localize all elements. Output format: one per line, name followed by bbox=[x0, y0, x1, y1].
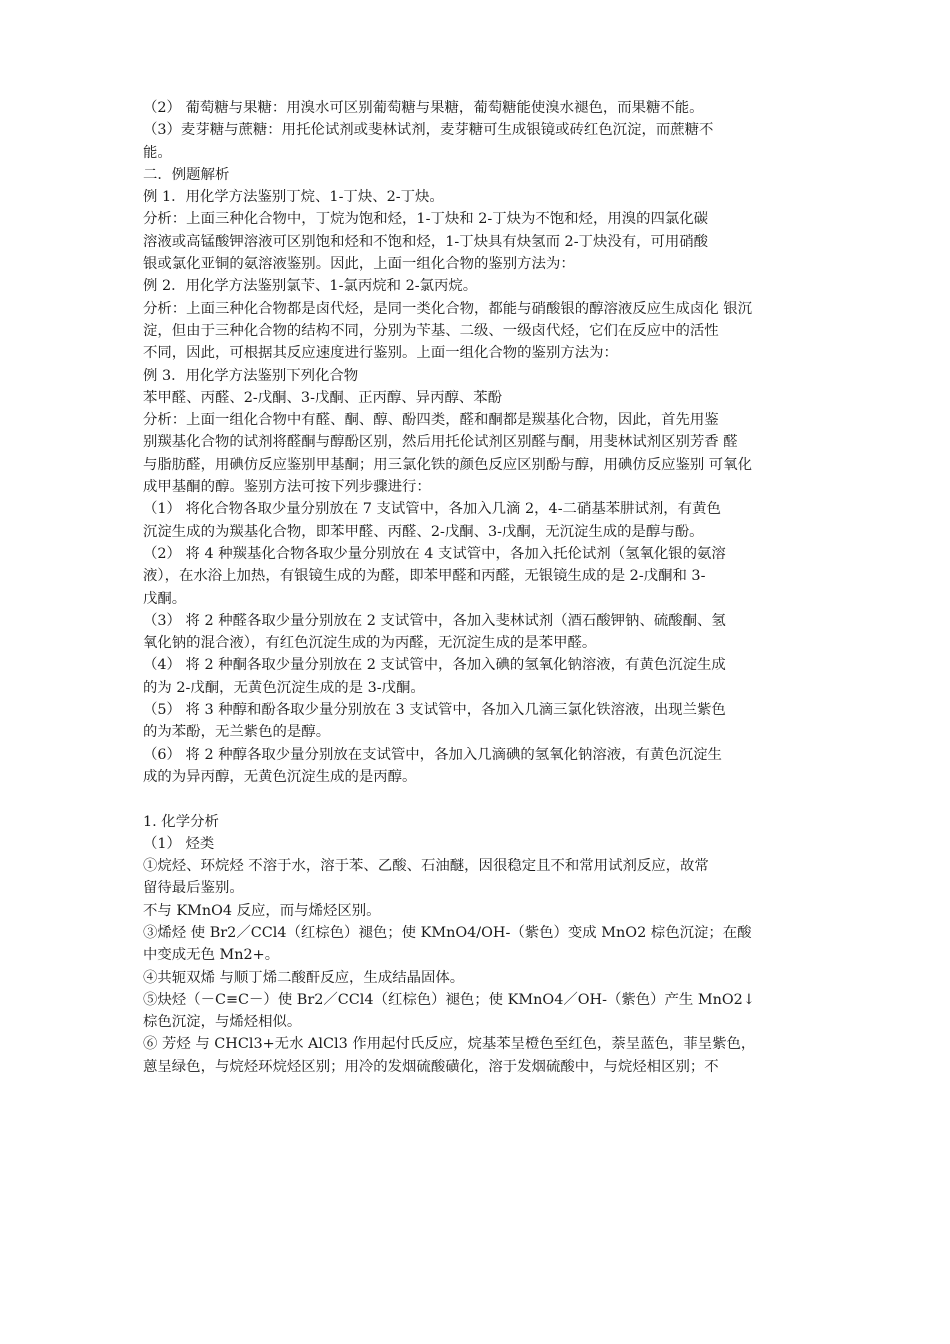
blank-line bbox=[143, 788, 815, 810]
text-line: 分析：上面三种化合物中，丁烷为饱和烃，1-丁炔和 2-丁炔为不饱和烃，用溴的四氯化碳 bbox=[143, 211, 709, 228]
text-line: ⑥ 芳烃 与 CHCl3+无水 AlCl3 作用起付氏反应，烷基苯呈橙色至红色，萘呈蓝色，菲呈紫色， bbox=[143, 1036, 756, 1053]
text-line: （6） 将 2 种醇各取少量分别放在支试管中，各加入几滴碘的氢氧化钠溶液，有黄色沉淀生 bbox=[143, 746, 722, 763]
text-line: 成甲基酮的醇。鉴别方法可按下列步骤进行： bbox=[143, 479, 431, 496]
text-line: 沉淀生成的为羰基化合物，即苯甲醛、丙醛、2-戊酮、3-戊酮，无沉淀生成的是醇与酚。 bbox=[143, 523, 704, 540]
text-line: 棕色沉淀，与烯烃相似。 bbox=[143, 1014, 302, 1031]
text-line: 例 3．用化学方法鉴别下列化合物 bbox=[143, 367, 359, 384]
text-line: 的为 2-戊酮，无黄色沉淀生成的是 3-戊酮。 bbox=[143, 679, 425, 696]
text-line: 氧化钠的混合液），有红色沉淀生成的为丙醛，无沉淀生成的是苯甲醛。 bbox=[143, 635, 597, 652]
text-line: 苯甲醛、丙醛、2-戊酮、3-戊酮、正丙醇、异丙醇、苯酚 bbox=[143, 389, 503, 406]
text-line: 例 2．用化学方法鉴别氯苄、1-氯丙烷和 2-氯丙烷。 bbox=[143, 278, 478, 295]
text-line: 蒽呈绿色，与烷烃环烷烃区别；用冷的发烟硫酸磺化，溶于发烟硫酸中，与烷烃相区别；不 bbox=[143, 1058, 719, 1075]
text-line: 的为苯酚，无兰紫色的是醇。 bbox=[143, 724, 331, 741]
text-line: （3） 将 2 种醛各取少量分别放在 2 支试管中，各加入斐林试剂（酒石酸钾钠、硫酸酮、氢 bbox=[143, 612, 726, 629]
text-line: 留待最后鉴别。 bbox=[143, 880, 244, 897]
text-line: 银或氯化亚铜的氨溶液鉴别。因此，上面一组化合物的鉴别方法为： bbox=[143, 256, 575, 273]
text-line: （2） 葡萄糖与果糖：用溴水可区别葡萄糖与果糖，葡萄糖能使溴水褪色，而果糖不能。 bbox=[143, 100, 704, 116]
text-line: （4） 将 2 种酮各取少量分别放在 2 支试管中，各加入碘的氢氧化钠溶液，有黄色沉淀生成 bbox=[143, 657, 726, 674]
text-line: 液），在水浴上加热，有银镜生成的为醛，即苯甲醛和丙醛，无银镜生成的是 2-戊酮和 3- bbox=[143, 568, 706, 585]
text-line: 分析：上面一组化合物中有醛、酮、醇、酚四类，醛和酮都是羰基化合物，因此，首先用鉴 bbox=[143, 412, 719, 429]
text-line: （1） 烃类 bbox=[143, 835, 215, 852]
text-line: 戊酮。 bbox=[143, 590, 187, 607]
text-line: 溶液或高锰酸钾溶液可区别饱和烃和不饱和烃，1-丁炔具有炔氢而 2-丁炔没有，可用硝酸 bbox=[143, 233, 709, 250]
text-line: 与脂肪醛，用碘仿反应鉴别甲基酮；用三氯化铁的颜色反应区别酚与醇，用碘仿反应鉴别 可氧化 bbox=[143, 456, 752, 473]
text-line: 1. 化学分析 bbox=[143, 813, 219, 830]
text-line: 二．例题解析 bbox=[143, 166, 230, 183]
text-line: 分析：上面三种化合物都是卤代烃，是同一类化合物，都能与硝酸银的醇溶液反应生成卤化 银沉 bbox=[143, 300, 752, 317]
text-line: ①烷烃、环烷烃 不溶于水，溶于苯、乙酸、石油醚，因很稳定且不和常用试剂反应，故常 bbox=[143, 858, 709, 875]
text-line: 别羰基化合物的试剂将醛酮与醇酚区别，然后用托伦试剂区别醛与酮，用斐林试剂区别芳香 醛 bbox=[143, 434, 738, 451]
text-line: （1） 将化合物各取少量分别放在 7 支试管中，各加入几滴 2，4-二硝基苯肼试剂，有黄色 bbox=[143, 501, 721, 518]
text-line: 淀，但由于三种化合物的结构不同，分别为苄基、二级、一级卤代烃，它们在反应中的活性 bbox=[143, 322, 719, 339]
text-line: ③烯烃 使 Br2／CCl4（红棕色）褪色；使 KMnO4/OH-（紫色）变成 MnO2 棕色沉淀；在酸 bbox=[143, 924, 752, 941]
text-line: ④共轭双烯 与顺丁烯二酸酐反应，生成结晶固体。 bbox=[143, 969, 465, 986]
text-line: 例 1．用化学方法鉴别丁烷、1-丁炔、2-丁炔。 bbox=[143, 189, 444, 206]
text-line: 不与 KMnO4 反应，而与烯烃区别。 bbox=[143, 902, 381, 919]
text-line: （2） 将 4 种羰基化合物各取少量分别放在 4 支试管中，各加入托伦试剂（氢氧化银的氨溶 bbox=[143, 545, 726, 562]
text-line: 中变成无色 Mn2+。 bbox=[143, 947, 280, 964]
text-line: （3）麦芽糖与蔗糖：用托伦试剂或斐林试剂，麦芽糖可生成银镜或砖红色沉淀，而蔗糖不 bbox=[143, 122, 714, 139]
text-line: ⑤炔烃（－C≡C－）使 Br2／CCl4（红棕色）褪色；使 KMnO4／OH-（紫色）产生 MnO2↓ bbox=[143, 991, 755, 1008]
text-line: 不同，因此，可根据其反应速度进行鉴别。上面一组化合物的鉴别方法为： bbox=[143, 345, 618, 362]
text-line: 能。 bbox=[143, 144, 172, 161]
document-page bbox=[143, 97, 815, 1078]
text-line: 成的为异丙醇，无黄色沉淀生成的是丙醇。 bbox=[143, 768, 417, 785]
text-line: （5） 将 3 种醇和酚各取少量分别放在 3 支试管中，各加入几滴三氯化铁溶液，出现兰紫色 bbox=[143, 702, 726, 719]
